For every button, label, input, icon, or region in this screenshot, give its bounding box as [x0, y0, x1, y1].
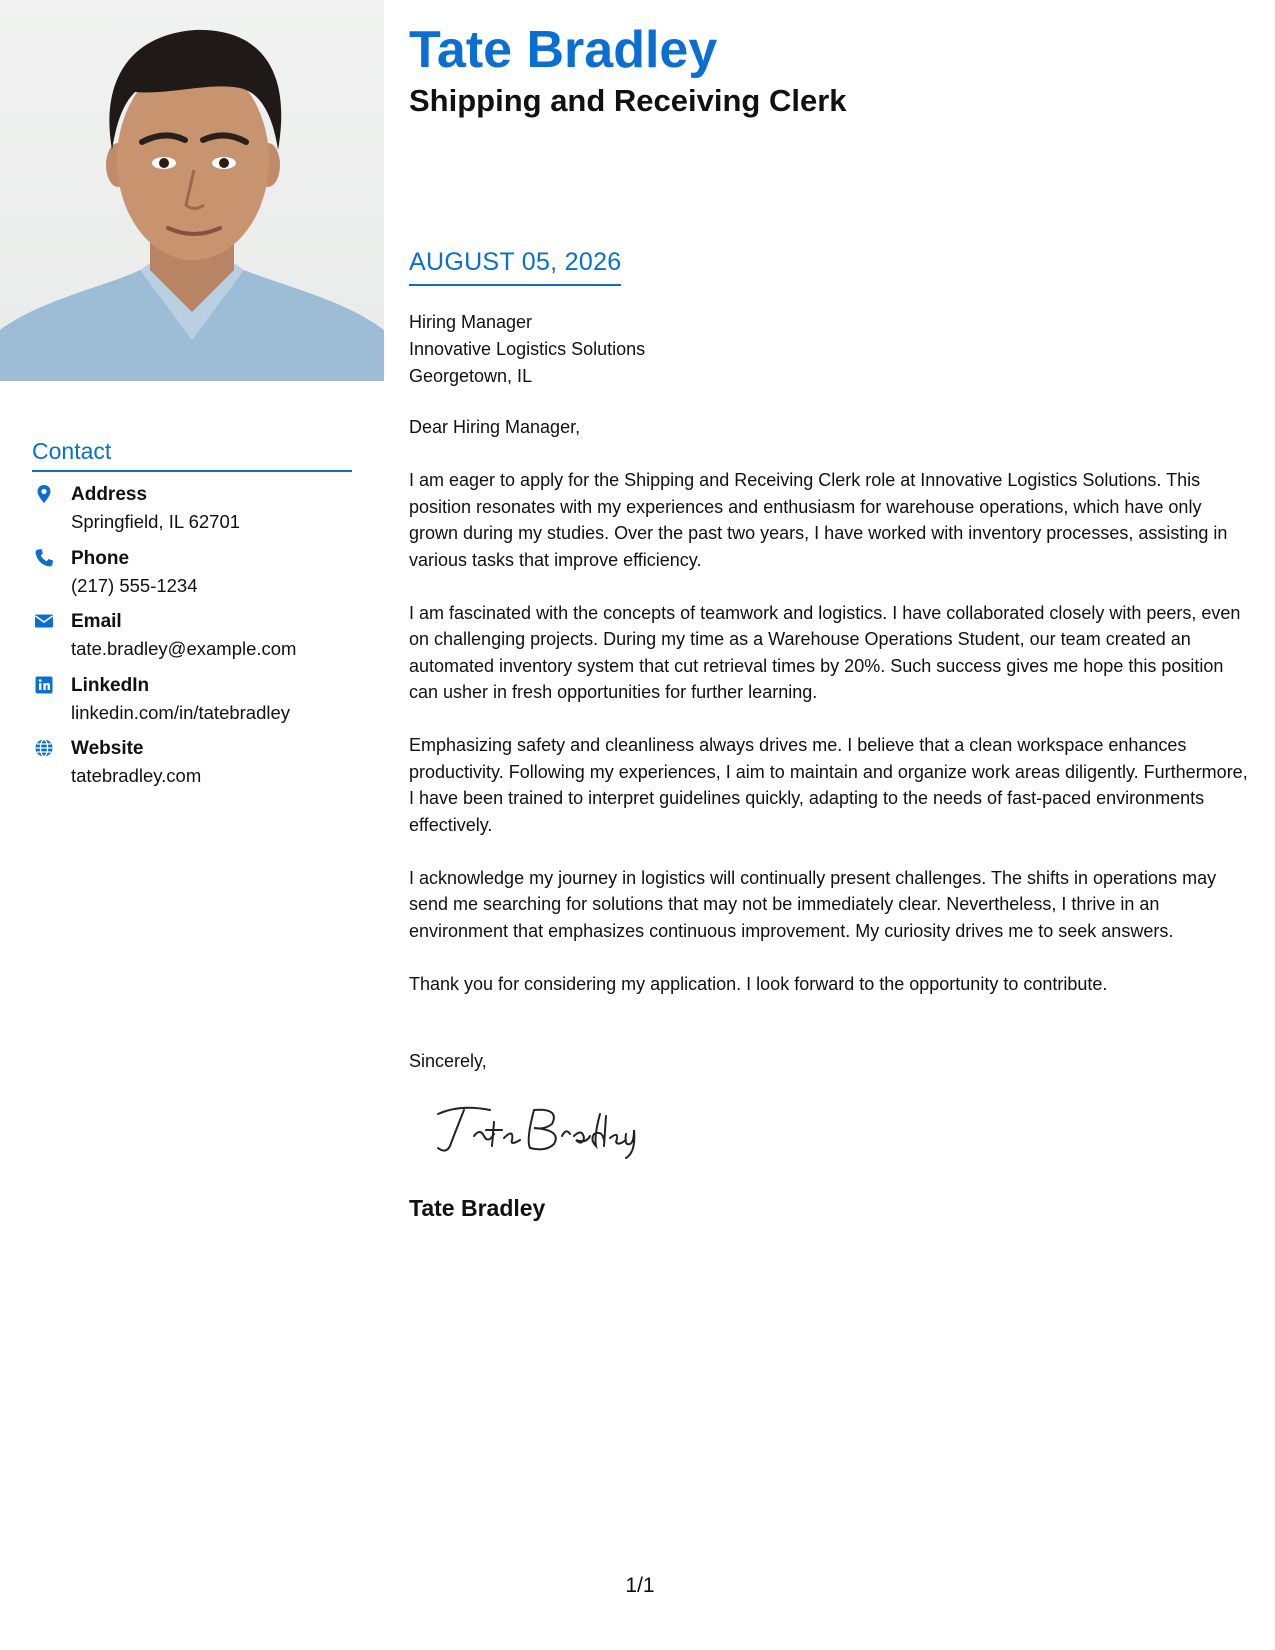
body-paragraph: Emphasizing safety and cleanliness always drives me. I believe that a clean workspace enhances productivity. Following my experiences, I aim to maintain and organize work areas diligently. Furthermore, I have been trained to interpret guidelines quickly, adapting to the needs of fast-paced environments effectively. — [409, 735, 1248, 835]
contact-value: Springfield, IL 62701 — [71, 511, 241, 532]
handwritten-signature — [430, 1100, 640, 1165]
salutation: Dear Hiring Manager, — [409, 417, 581, 437]
contact-value: tate.bradley@example.com — [71, 638, 297, 659]
body-paragraph: Thank you for considering my application. I look forward to the opportunity to contribute. — [409, 973, 1108, 994]
body-paragraph: I am fascinated with the concepts of teamwork and logistics. I have collaborated closely with peers, even on challenging projects. During my time as a Warehouse Operations Student, our team created an automated inventory system that cut retrieval times by 20%. Such success gives me hope this position can usher in fresh opportunities for further learning. — [409, 602, 1241, 702]
contact-label: Phone — [71, 547, 130, 569]
applicant-name: Tate Bradley — [409, 21, 718, 79]
letter-date: AUGUST 05, 2026 — [409, 248, 621, 286]
contact-list — [32, 484, 362, 802]
contact-label: LinkedIn — [71, 674, 150, 696]
letter-body — [409, 414, 1249, 1024]
contact-label: Email — [71, 611, 122, 632]
signer-name: Tate Bradley — [409, 1195, 546, 1221]
contact-value: (217) 555-1234 — [71, 574, 198, 596]
job-title: Shipping and Receiving Clerk — [409, 83, 847, 118]
recipient-block — [409, 309, 645, 390]
profile-photo — [0, 0, 384, 381]
recipient-line: Innovative Logistics Solutions — [409, 339, 646, 359]
contact-heading: Contact — [32, 438, 352, 472]
contact-item-website — [32, 738, 362, 802]
contact-item-email — [32, 611, 362, 675]
contact-label: Website — [71, 738, 144, 759]
envelope-icon — [34, 611, 54, 631]
recipient-line: Hiring Manager — [409, 312, 533, 332]
phone-icon — [34, 548, 54, 568]
contact-value: linkedin.com/in/tatebradley — [71, 701, 291, 723]
closing: Sincerely, — [409, 1051, 487, 1071]
contact-label: Address — [71, 484, 148, 505]
contact-item-linkedin — [32, 675, 362, 739]
contact-item-phone — [32, 548, 362, 612]
globe-icon — [34, 738, 54, 758]
recipient-line: Georgetown, IL — [409, 366, 533, 386]
location-pin-icon — [34, 484, 54, 504]
body-paragraph: I am eager to apply for the Shipping and Receiving Clerk role at Innovative Logistics Solutions. This position resonates with my experiences and enthusiasm for warehouse operations, which have only grown during my studies. Over the past two years, I have worked with inventory processes, assisting in various tasks that improve efficiency. — [409, 470, 1228, 570]
linkedin-icon — [34, 675, 54, 695]
body-paragraph: I acknowledge my journey in logistics will continually present challenges. The shifts in operations may send me searching for solutions that may not be immediately clear. Nevertheless, I thrive in an environment that emphasizes continuous improvement. My curiosity drives me to seek answers. — [409, 867, 1217, 941]
contact-item-address — [32, 484, 362, 548]
page-number: 1/1 — [625, 1574, 655, 1597]
contact-value: tatebradley.com — [71, 765, 202, 786]
